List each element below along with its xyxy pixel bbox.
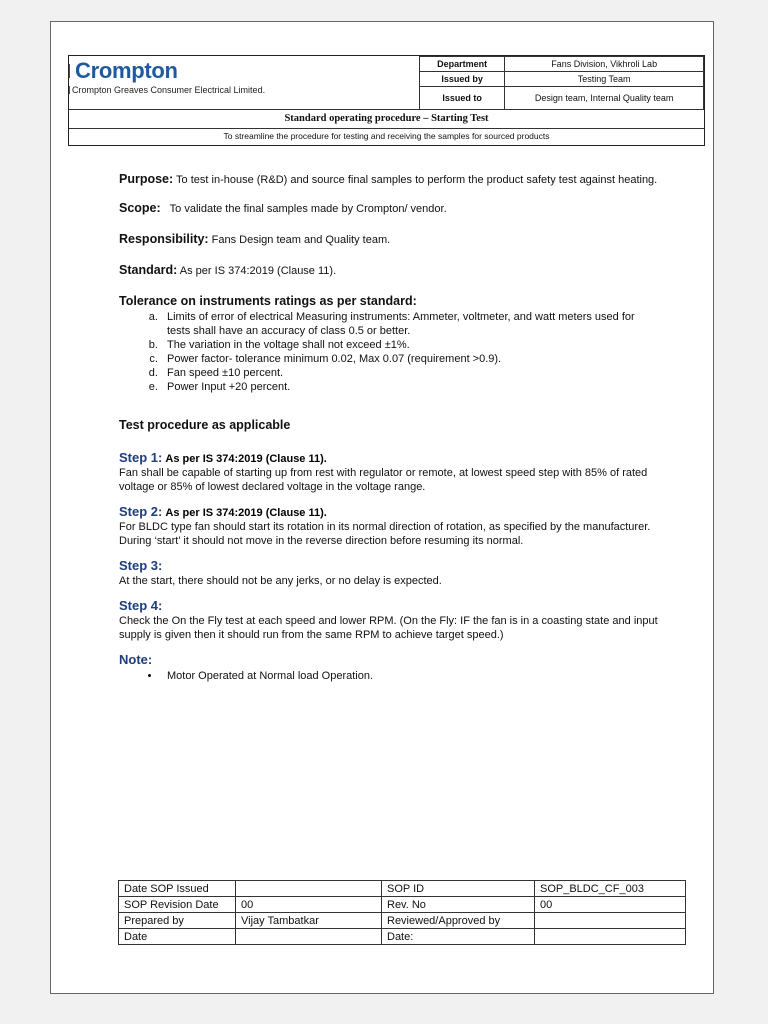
step-4 [119, 599, 659, 642]
table-row [119, 929, 686, 945]
meta-key: Department [420, 57, 505, 72]
meta-value: Design team, Internal Quality team [505, 87, 704, 110]
responsibility-text: Fans Design team and Quality team. [208, 234, 391, 246]
meta-key: Issued by [420, 72, 505, 87]
document-body [119, 172, 659, 683]
purpose-text: To test in-house (R&D) and source final samples to perform the product safety test against heating. [173, 174, 658, 186]
table-cell [535, 913, 686, 929]
list-item: • Motor Operated at Normal load Operation. [161, 669, 659, 683]
title-row [69, 109, 704, 147]
table-cell: Prepared by [119, 913, 236, 929]
table-cell [236, 929, 382, 945]
standard-paragraph [119, 263, 659, 278]
meta-value: Testing Team [505, 72, 704, 87]
table-cell: 00 [535, 897, 686, 913]
table-cell: SOP_BLDC_CF_003 [535, 881, 686, 897]
step-reference: As per IS 374:2019 (Clause 11). [165, 453, 327, 465]
sop-footer-table [118, 880, 686, 945]
list-item: c. Power factor- tolerance minimum 0.02, Max 0.07 (requirement >0.9). [161, 352, 659, 366]
step-text: Fan shall be capable of starting up from rest with regulator or remote, at lowest speed step with 85% of rated voltage or 85% of lowest declared voltage in the voltage range. [119, 467, 648, 493]
step-label: Step 4: [119, 598, 163, 613]
table-cell: SOP Revision Date [119, 897, 236, 913]
table-cell [535, 929, 686, 945]
table-cell: Reviewed/Approved by [382, 913, 535, 929]
list-item: d. Fan speed ±10 percent. [161, 366, 659, 380]
scope-paragraph [119, 201, 659, 216]
test-procedure-heading: Test procedure as applicable [119, 418, 291, 432]
table-cell: Rev. No [382, 897, 535, 913]
document-subtitle: To streamline the procedure for testing and receiving the samples for sourced products [69, 128, 704, 141]
meta-row [420, 57, 704, 72]
table-cell: Date: [382, 929, 535, 945]
standard-text: As per IS 374:2019 (Clause 11). [177, 265, 337, 277]
table-cell: Vijay Tambatkar [236, 913, 382, 929]
purpose-paragraph [119, 172, 659, 187]
document-title: Standard operating procedure – Starting Test [284, 113, 489, 124]
tolerance-section [119, 294, 659, 394]
tolerance-heading: Tolerance on instruments ratings as per standard: [119, 294, 417, 308]
header-block [68, 55, 705, 146]
company-name: Crompton Greaves Consumer Electrical Limited. [72, 85, 266, 95]
meta-key: Issued to [420, 87, 505, 110]
table-row [119, 897, 686, 913]
step-label: Step 1: [119, 450, 163, 465]
tolerance-list [119, 310, 659, 394]
responsibility-paragraph [119, 232, 659, 247]
scope-label: Scope: [119, 201, 161, 215]
note-label: Note: [119, 652, 153, 667]
meta-row [420, 87, 704, 110]
standard-label: Standard: [119, 263, 178, 277]
list-item: a. Limits of error of electrical Measuring instruments: Ammeter, voltmeter, and watt meters used for tests shall have an accuracy of class 0.5 or better. [161, 310, 659, 338]
table-cell: 00 [236, 897, 382, 913]
step-text: Check the On the Fly test at each speed and lower RPM. (On the Fly: IF the fan is in a coasting state and input supply is given then it should run from the same RPM to achieve target speed.) [119, 615, 658, 641]
company-logo: Crompton [75, 58, 178, 83]
step-label: Step 2: [119, 504, 163, 519]
note-list [119, 669, 659, 683]
step-1 [119, 451, 659, 494]
step-reference: As per IS 374:2019 (Clause 11). [165, 507, 327, 519]
meta-row [420, 72, 704, 87]
table-cell: Date SOP Issued [119, 881, 236, 897]
step-2 [119, 505, 659, 548]
step-3 [119, 559, 659, 588]
list-item: e. Power Input +20 percent. [161, 380, 659, 394]
table-row [119, 881, 686, 897]
list-item: b. The variation in the voltage shall not exceed ±1%. [161, 338, 659, 352]
table-cell: SOP ID [382, 881, 535, 897]
note-section [119, 653, 659, 683]
table-row [119, 913, 686, 929]
responsibility-label: Responsibility: [119, 232, 209, 246]
step-text: For BLDC type fan should start its rotation in its normal direction of rotation, as specified by the manufacturer. During ‘start’ it should not move in the reverse direction before resuming its normal. [119, 521, 651, 547]
step-text: At the start, there should not be any jerks, or no delay is expected. [119, 575, 442, 587]
table-cell [236, 881, 382, 897]
step-label: Step 3: [119, 558, 163, 573]
scope-text: To validate the final samples made by Crompton/ vendor. [160, 203, 447, 215]
document-page [50, 21, 714, 994]
logo-mark [69, 64, 70, 78]
header-meta-table [419, 56, 704, 110]
table-cell: Date [119, 929, 236, 945]
company-mark [69, 86, 70, 94]
purpose-label: Purpose: [119, 172, 174, 186]
meta-value: Fans Division, Vikhroli Lab [505, 57, 704, 72]
